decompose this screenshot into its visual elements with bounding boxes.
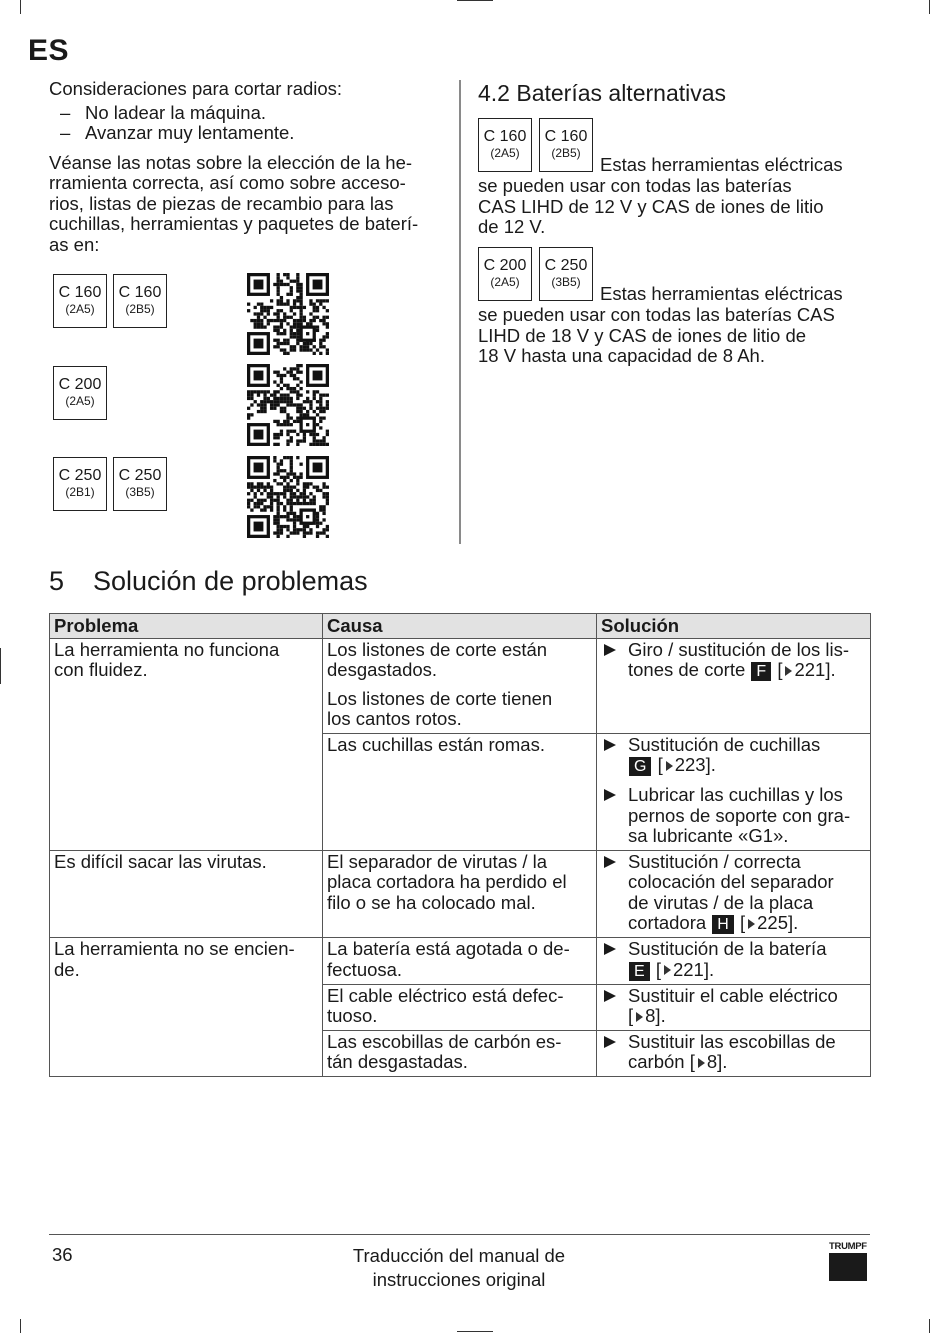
table-row xyxy=(50,850,871,938)
reference-paragraph: Véanse las notas sobre la elección de la he- rramienta correcta, así como sobre acceso- rios, listas de piezas de recambio para las cuchillas, herramientas y paquetes de baterí- as en: xyxy=(49,151,419,255)
crop-mark xyxy=(457,1331,493,1332)
solution-cell xyxy=(597,638,871,733)
section-number: 5 xyxy=(49,566,65,596)
qr-code-icon[interactable] xyxy=(247,273,329,355)
action-item: Giro / sustitución de los lis- tones de corte F [ 221]. xyxy=(601,640,866,682)
column-header: Causa xyxy=(323,614,597,639)
dash-item: – Avanzar muy lentamente. xyxy=(60,122,295,143)
triangle-right-icon xyxy=(604,856,616,868)
model-box: C 200 (2A5) xyxy=(478,247,532,301)
qr-code-icon[interactable] xyxy=(247,364,329,446)
model-box: C 160 (2B5) xyxy=(539,118,593,172)
qr-code-icon[interactable] xyxy=(247,456,329,538)
table-row xyxy=(50,1030,871,1076)
page-ref-icon[interactable] xyxy=(698,1058,705,1068)
model-box: C 200 (2A5) xyxy=(53,366,107,420)
solution-cell xyxy=(597,733,871,850)
problem-cell: La herramienta no se encien- de. xyxy=(50,938,323,985)
cause-cell: Las cuchillas están romas. xyxy=(323,733,597,850)
footer-rule xyxy=(49,1234,870,1235)
problem-cell: Es difícil sacar las virutas. xyxy=(50,850,323,938)
figure-key: F xyxy=(751,662,771,681)
intro-title: Consideraciones para cortar radios: xyxy=(49,78,343,99)
page-ref-icon[interactable] xyxy=(636,1012,643,1022)
battery-text: se pueden usar con todas las baterías CAS LIHD de 18 V y CAS de iones de litio de 18 V hasta una capacidad de 8 Ah. xyxy=(478,304,835,366)
model-box: C 160 (2B5) xyxy=(113,274,167,328)
left-column-text xyxy=(49,79,449,255)
table-row xyxy=(50,984,871,1030)
battery-text-first-line: Estas herramientas eléctricas xyxy=(600,283,843,304)
triangle-right-icon xyxy=(604,990,616,1002)
brand-logo-icon xyxy=(829,1253,867,1281)
dash-item: – No ladear la máquina. xyxy=(60,101,266,123)
battery-text: se pueden usar con todas las baterías CAS LIHD de 12 V y CAS de iones de litio de 12 V. xyxy=(478,175,824,237)
cause-cell: La batería está agotada o de- fectuosa. xyxy=(323,938,597,985)
problem-cell xyxy=(50,733,323,850)
triangle-right-icon xyxy=(604,1036,616,1048)
model-box: C 160 (2A5) xyxy=(478,118,532,172)
section-heading-5 xyxy=(49,566,368,597)
table-row xyxy=(50,638,871,733)
crop-mark xyxy=(929,1319,930,1333)
cause-cell: Los listones de corte están desgastados. Los listones de corte tienen los cantos rotos. xyxy=(323,638,597,733)
section-heading-4-2: 4.2 Baterías alternativas xyxy=(478,80,727,106)
cause-cell: Las escobillas de carbón es- tán desgastadas. xyxy=(323,1030,597,1076)
brand-logo-text: TRUMPF xyxy=(829,1241,867,1252)
solution-cell xyxy=(597,1030,871,1076)
crop-mark xyxy=(20,1319,21,1333)
crop-mark xyxy=(20,0,21,14)
table-header-row xyxy=(50,614,871,639)
action-item: Sustitución / correcta colocación del separador de virutas / de la placa cortadora H [ 225]. xyxy=(601,852,866,935)
action-item: Sustituir las escobillas de carbón [ 8]. xyxy=(601,1032,866,1073)
page-ref-icon[interactable] xyxy=(748,919,755,929)
action-item: Sustitución de la batería E [ 221]. xyxy=(601,939,866,981)
column-divider xyxy=(459,80,461,544)
footer-title: Traducción del manual de instrucciones original xyxy=(352,1245,566,1290)
table-row xyxy=(50,938,871,985)
page-ref-icon[interactable] xyxy=(666,761,673,771)
cause-cell: El separador de virutas / la placa cortadora ha perdido el filo o se ha colocado mal. xyxy=(323,850,597,938)
page-ref-icon[interactable] xyxy=(664,965,671,975)
problem-cell xyxy=(50,984,323,1030)
problem-cell: La herramienta no funciona con fluidez. xyxy=(50,638,323,733)
column-header: Solución xyxy=(597,614,871,639)
model-box: C 250 (3B5) xyxy=(113,457,167,511)
triangle-right-icon xyxy=(604,644,616,656)
triangle-right-icon xyxy=(604,943,616,955)
figure-key: E xyxy=(629,962,650,981)
solution-cell xyxy=(597,850,871,938)
crop-mark xyxy=(0,648,1,684)
figure-key: G xyxy=(629,757,651,776)
action-item: Sustitución de cuchillas G [ 223]. xyxy=(601,735,866,777)
section-title: Solución de problemas xyxy=(93,566,368,596)
table-row xyxy=(50,733,871,850)
dash-list xyxy=(49,103,449,144)
solution-cell xyxy=(597,938,871,985)
action-item: Lubricar las cuchillas y los pernos de soporte con gra- sa lubricante «G1». xyxy=(601,785,866,847)
cause-cell: El cable eléctrico está defec- tuoso. xyxy=(323,984,597,1030)
page-number: 36 xyxy=(52,1244,73,1265)
battery-text-first-line: Estas herramientas eléctricas xyxy=(600,154,843,175)
page-ref-icon[interactable] xyxy=(785,666,792,676)
crop-mark xyxy=(457,0,493,1)
troubleshooting-table xyxy=(49,613,871,1077)
action-item: Sustituir el cable eléctrico [ 8]. xyxy=(601,986,866,1027)
triangle-right-icon xyxy=(604,739,616,751)
language-code: ES xyxy=(28,34,70,67)
triangle-right-icon xyxy=(604,789,616,801)
column-header: Problema xyxy=(50,614,323,639)
model-box: C 250 (3B5) xyxy=(539,247,593,301)
model-box: C 250 (2B1) xyxy=(53,457,107,511)
solution-cell xyxy=(597,984,871,1030)
model-box: C 160 (2A5) xyxy=(53,274,107,328)
crop-mark xyxy=(929,0,930,14)
figure-key: H xyxy=(712,915,734,934)
problem-cell xyxy=(50,1030,323,1076)
